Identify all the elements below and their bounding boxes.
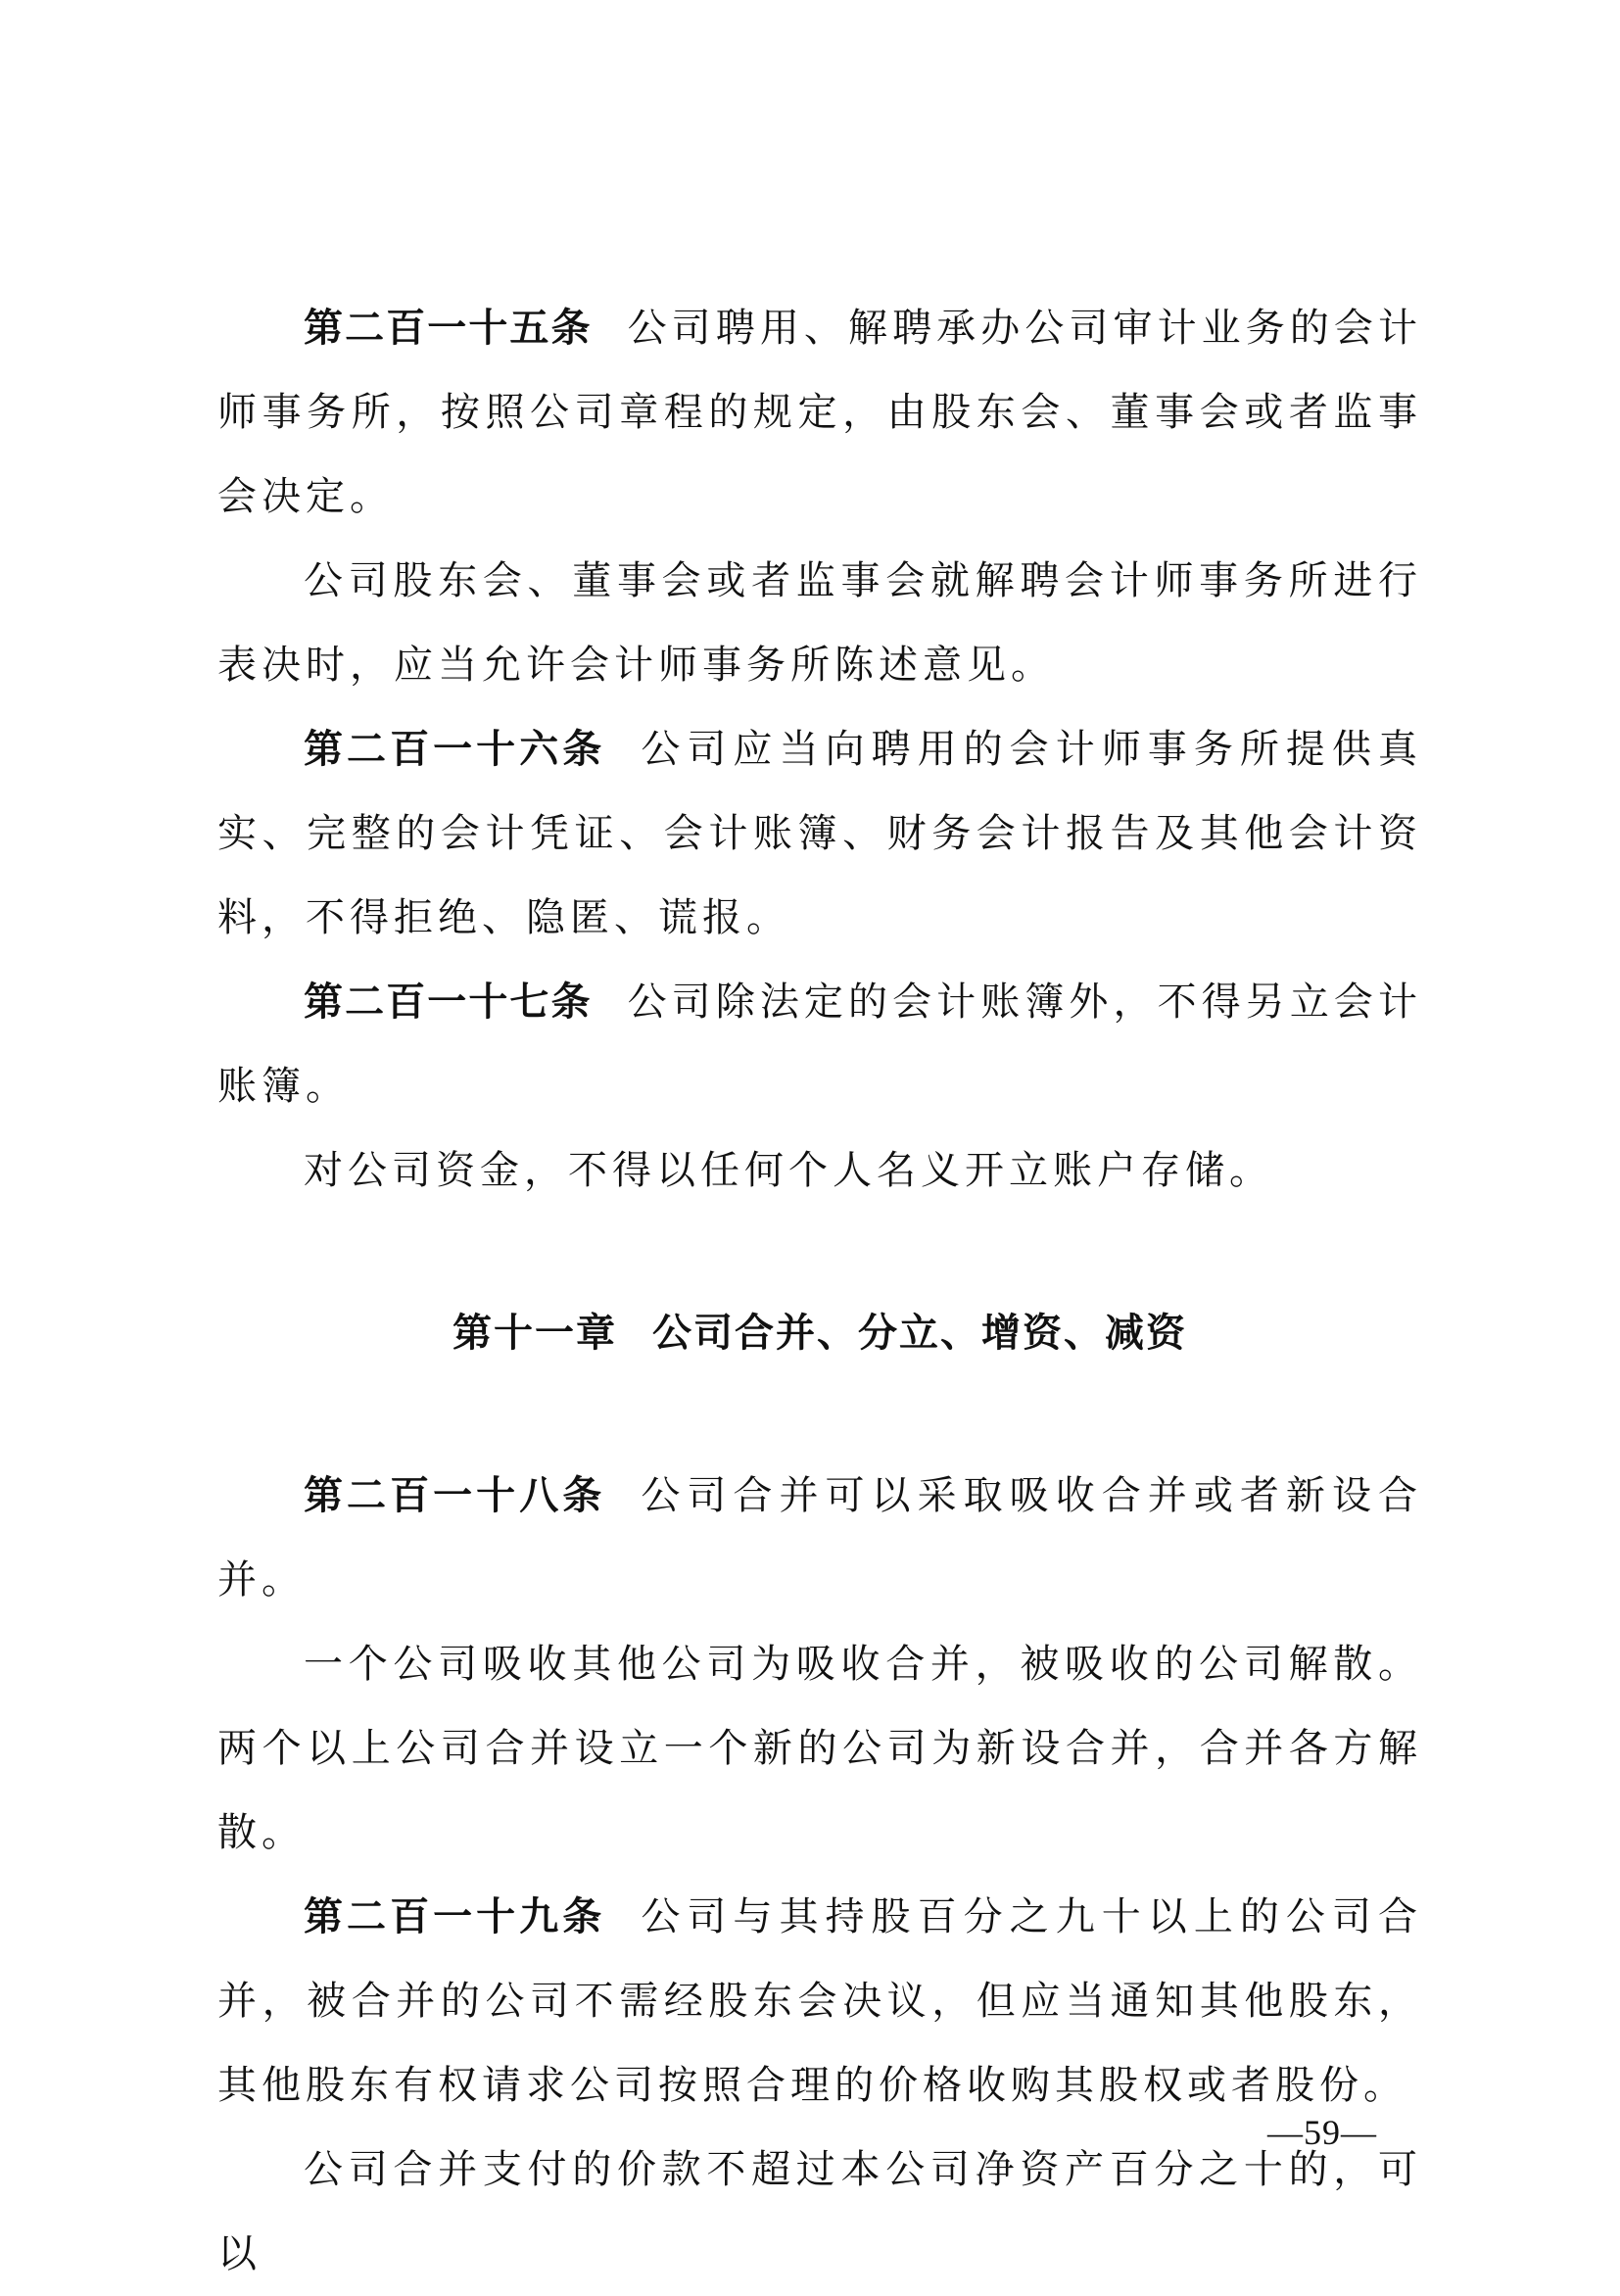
paragraph-text: 对公司资金，不得以任何个人名义开立账户存储。 xyxy=(304,1148,1273,1193)
article-text: 公司与其持股百分之九十以上的公司合并，被合并的公司不需经股东会决议，但应当通知其他股东，其他股东有权请求公司按照合理的价格收购其股权或者股份。 xyxy=(217,1894,1423,2108)
paragraph-text: 一个公司吸收其他公司为吸收合并，被吸收的公司解散。两个以上公司合并设立一个新的公司为新设合并，合并各方解散。 xyxy=(217,1642,1422,1855)
article-title: 第二百一十五条 xyxy=(304,306,593,351)
chapter-title: 公司合并、分立、增资、减资 xyxy=(652,1311,1187,1356)
article-text: 公司合并可以采取吸收合并或者新设合并。 xyxy=(217,1473,1423,1602)
article-title: 第二百一十八条 xyxy=(304,1473,606,1518)
article-219-paragraph xyxy=(217,1875,1422,2128)
article-218-paragraph xyxy=(217,1454,1422,1622)
article-216-paragraph xyxy=(217,707,1422,960)
article-text: 公司应当向聘用的会计师事务所提供真实、完整的会计凭证、会计账簿、财务会计报告及其他会计资料，不得拒绝、隐匿、谎报。 xyxy=(217,727,1423,940)
article-215-paragraph-2 xyxy=(217,539,1422,707)
chapter-number: 第十一章 xyxy=(453,1311,617,1356)
article-217-paragraph xyxy=(217,960,1422,1128)
article-title: 第二百一十六条 xyxy=(304,727,606,772)
paragraph-text: 公司合并支付的价款不超过本公司净资产百分之十的，可以 xyxy=(217,2147,1422,2276)
paragraph-text: 公司股东会、董事会或者监事会就解聘会计师事务所进行表决时，应当允许会计师事务所陈述意见。 xyxy=(217,558,1422,688)
chapter-heading xyxy=(217,1291,1422,1375)
article-217-paragraph-2 xyxy=(217,1128,1422,1213)
article-title: 第二百一十九条 xyxy=(304,1894,606,1939)
document-body xyxy=(217,286,1422,2296)
article-219-paragraph-2 xyxy=(217,2128,1422,2296)
article-text: 公司聘用、解聘承办公司审计业务的会计师事务所，按照公司章程的规定，由股东会、董事会或者监事会决定。 xyxy=(217,306,1423,519)
page-number: —59— xyxy=(1267,2113,1377,2152)
article-218-paragraph-2 xyxy=(217,1622,1422,1875)
article-title: 第二百一十七条 xyxy=(304,980,593,1025)
article-text: 公司除法定的会计账簿外，不得另立会计账簿。 xyxy=(217,980,1423,1109)
article-215-paragraph xyxy=(217,286,1422,539)
